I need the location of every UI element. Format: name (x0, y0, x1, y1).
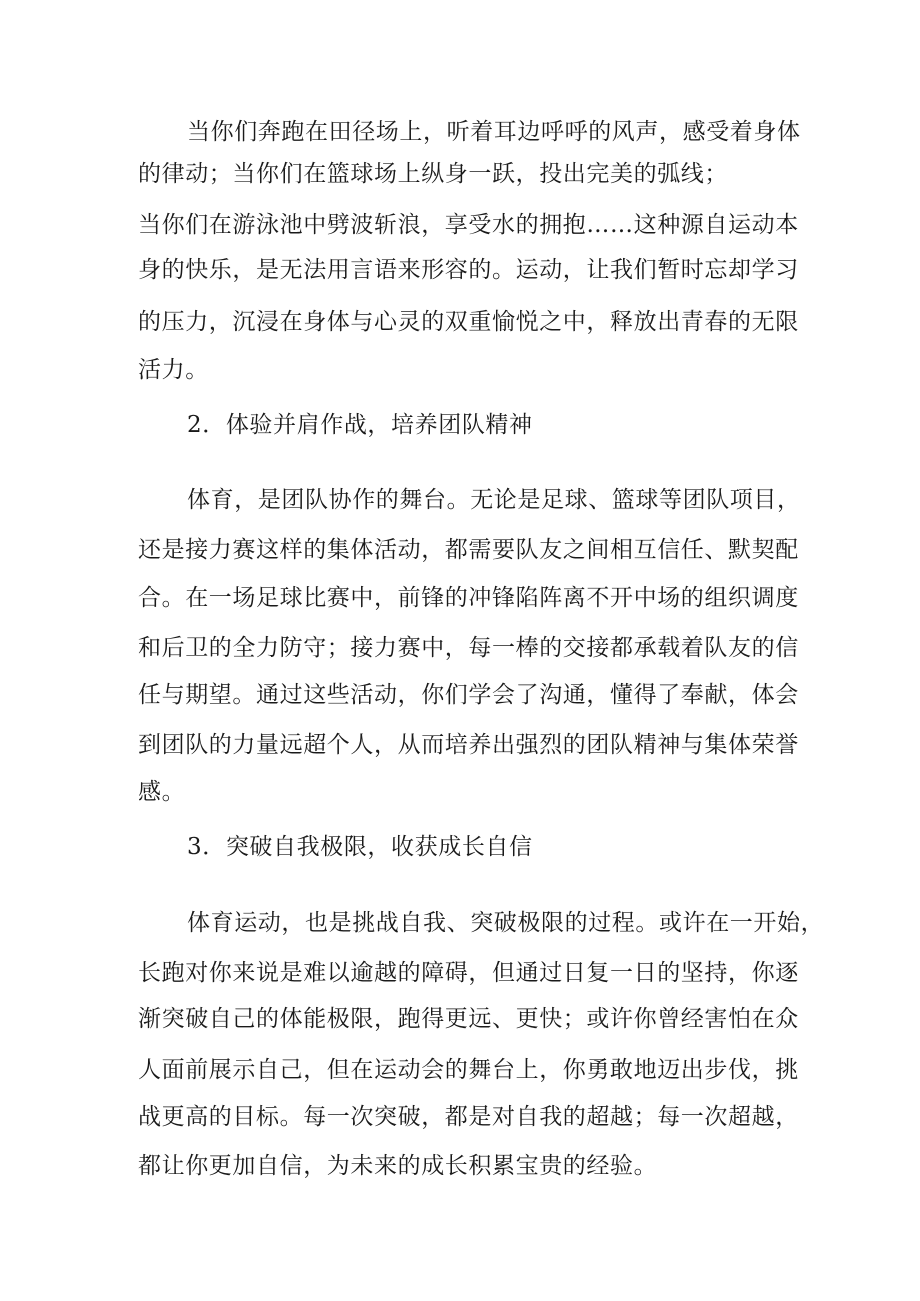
section-heading-3: 3．突破自我极限，收获成长自信 (187, 834, 533, 860)
paragraph-1-line-5: 的压力，沉浸在身体与心灵的双重愉悦之中，释放出青春的无限 (138, 309, 799, 335)
paragraph-3-line-2: 长跑对你来说是难以逾越的障碍，但通过日复一日的坚持，你逐 (138, 960, 799, 986)
paragraph-3-line-6: 都让你更加自信，为未来的成长积累宝贵的经验。 (138, 1153, 658, 1179)
paragraph-3-line-5: 战更高的目标。每一次突破，都是对自我的超越；每一次超越， (138, 1104, 799, 1130)
paragraph-1-line-2: 的律动；当你们在篮球场上纵身一跃，投出完美的弧线； (138, 161, 728, 187)
paragraph-2-line-2: 还是接力赛这样的集体活动，都需要队友之间相互信任、默契配 (138, 537, 799, 563)
paragraph-3-line-1: 体育运动，也是挑战自我、突破极限的过程。或许在一开始， (187, 910, 825, 936)
paragraph-3-line-3: 渐突破自己的体能极限，跑得更远、更快；或许你曾经害怕在众 (138, 1006, 799, 1032)
paragraph-2-line-1: 体育，是团队协作的舞台。无论是足球、篮球等团队项目， (187, 487, 801, 513)
paragraph-1-line-3: 当你们在游泳池中劈波斩浪，享受水的拥抱……这种源自运动本 (138, 212, 799, 238)
paragraph-2-line-5: 任与期望。通过这些活动，你们学会了沟通，懂得了奉献，体会 (138, 682, 799, 708)
paragraph-2-line-3: 合。在一场足球比赛中，前锋的冲锋陷阵离不开中场的组织调度 (138, 585, 799, 611)
paragraph-1-line-1: 当你们奔跑在田径场上，听着耳边呼呼的风声，感受着身体 (187, 119, 801, 145)
paragraph-2-line-7: 感。 (138, 779, 186, 805)
paragraph-2-line-6: 到团队的力量远超个人，从而培养出强烈的团队精神与集体荣誉 (138, 732, 799, 758)
section-heading-2: 2．体验并肩作战，培养团队精神 (187, 412, 533, 438)
paragraph-3-line-4: 人面前展示自己，但在运动会的舞台上，你勇敢地迈出步伐，挑 (138, 1057, 799, 1083)
paragraph-1-line-4: 身的快乐，是无法用言语来形容的。运动，让我们暂时忘却学习 (138, 257, 799, 283)
paragraph-1-line-6: 活力。 (138, 357, 209, 383)
paragraph-2-line-4: 和后卫的全力防守；接力赛中，每一棒的交接都承载着队友的信 (138, 635, 799, 661)
